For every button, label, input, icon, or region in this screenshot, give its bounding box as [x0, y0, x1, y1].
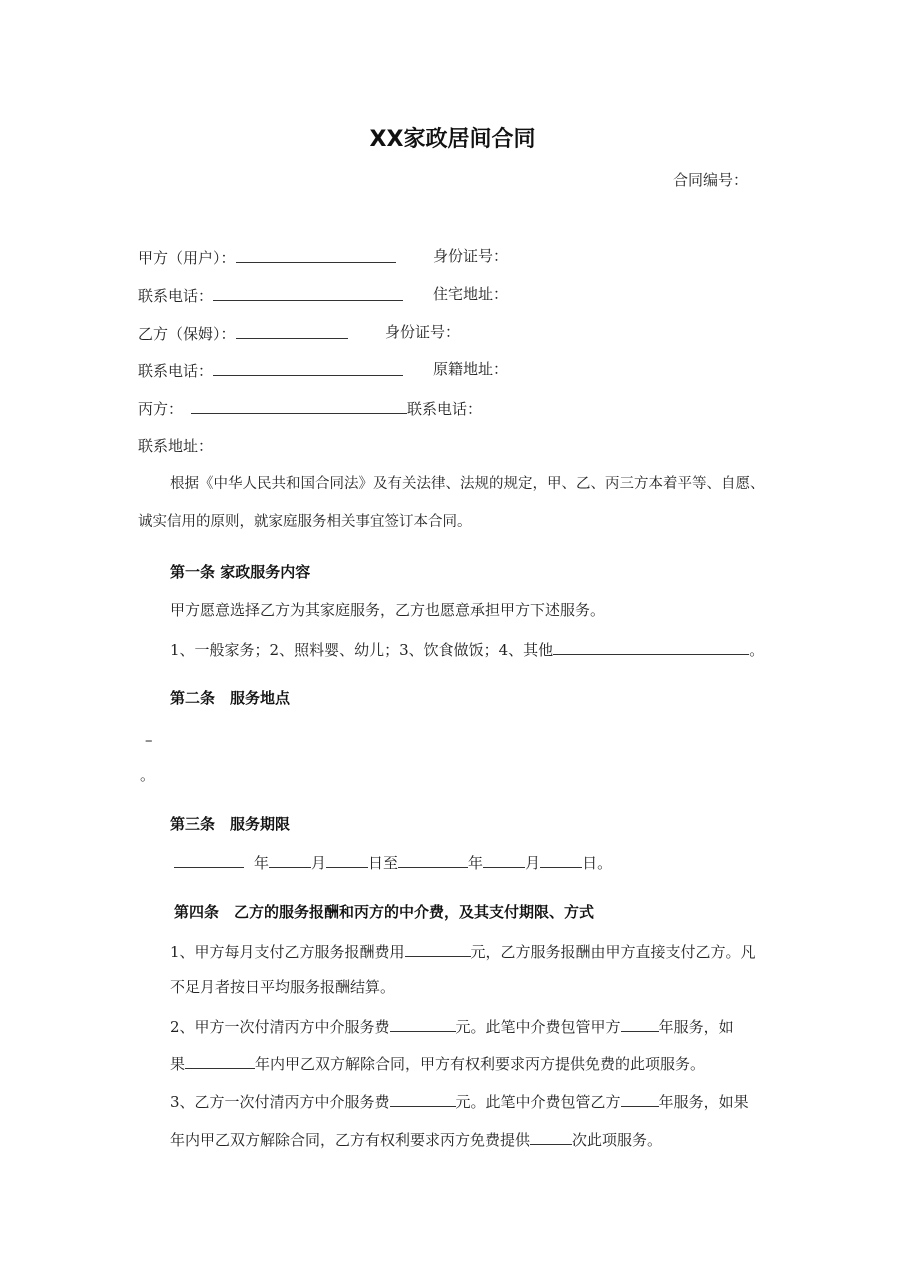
- document-title: XX家政居间合同: [369, 127, 536, 152]
- article-1-line-2: [170, 638, 764, 660]
- party-a-label: 甲方（用户）：: [138, 249, 236, 267]
- party-b-phone-label: 联系电话：: [138, 362, 214, 380]
- party-a-row: [138, 246, 396, 268]
- party-a-years-blank: [621, 1015, 659, 1032]
- party-c-phone-label: 联系电话：: [407, 400, 483, 418]
- start-month-blank: [269, 851, 311, 868]
- article-4-p3-line-1: [170, 1090, 749, 1112]
- article-2-heading: 第二条 服务地点: [170, 689, 291, 707]
- article-4-p2-line-2: [170, 1052, 705, 1074]
- article-2-dash: –: [145, 731, 153, 749]
- monthly-fee-text-2: 元，乙方服务报酬由甲方直接支付乙方。凡: [470, 943, 756, 961]
- free-service-text: 次此项服务。: [572, 1131, 663, 1149]
- article-1-period: 。: [749, 641, 765, 659]
- party-b-id-label: 身份证号：: [385, 323, 461, 341]
- party-c-row: [138, 397, 482, 419]
- party-b-row: [138, 322, 348, 344]
- party-a-cancel-text: 年内甲乙双方解除合同，甲方有权利要求丙方提供免费的此项服务。: [255, 1055, 706, 1073]
- party-c-label: 丙方：: [138, 400, 184, 418]
- article-1-services-text: 1、一般家务；2、照料婴、幼儿；3、饮食做饭；4、其他: [170, 641, 554, 659]
- party-b-phone-row: [138, 359, 403, 381]
- party-b-cancel-text: 年内甲乙双方解除合同，乙方有权利要求丙方免费提供: [170, 1131, 531, 1149]
- start-year-blank: [174, 851, 244, 868]
- start-year-label: 年: [254, 854, 270, 872]
- intro-line-1: 根据《中华人民共和国合同法》及有关法律、法规的规定，甲、乙、丙三方本着平等、自愿、: [170, 476, 765, 492]
- article-4-p2-line-1: [170, 1015, 734, 1037]
- party-b-blank: [236, 322, 348, 339]
- article-4-p1-line-2: 不足月者按日平均服务报酬结算。: [170, 978, 396, 996]
- end-month-label: 月: [525, 854, 541, 872]
- party-a-service-text: 年服务，如: [658, 1018, 734, 1036]
- party-a-id-label: 身份证号：: [433, 247, 509, 265]
- end-day-blank: [540, 851, 582, 868]
- start-day-blank: [326, 851, 368, 868]
- party-a-agency-fee-text: 2、甲方一次付清丙方中介服务费: [170, 1018, 390, 1036]
- end-day-label: 日。: [582, 854, 613, 872]
- party-a-cancel-years-blank: [185, 1052, 255, 1069]
- article-3-period-line: [174, 851, 612, 873]
- party-b-guarantee-text: 元。此笔中介费包管乙方: [455, 1093, 621, 1111]
- party-a-blank: [236, 246, 396, 263]
- contract-number-label: 合同编号：: [673, 171, 749, 189]
- party-b-service-text: 年服务，如果: [658, 1093, 749, 1111]
- article-2-period: 。: [140, 766, 156, 784]
- free-service-count-blank: [530, 1128, 572, 1145]
- end-year-blank: [398, 851, 468, 868]
- end-year-label: 年: [468, 854, 484, 872]
- party-b-phone-blank: [213, 359, 403, 376]
- party-b-agency-fee-blank: [390, 1090, 456, 1107]
- party-a-agency-fee-blank: [390, 1015, 456, 1032]
- end-month-blank: [483, 851, 525, 868]
- article-4-p1-line-1: [170, 940, 756, 962]
- party-a-phone-blank: [213, 284, 403, 301]
- party-c-blank: [191, 397, 407, 414]
- party-a-phone-row: [138, 284, 403, 306]
- article-1-other-blank: [553, 638, 749, 655]
- monthly-fee-text: 1、甲方每月支付乙方服务报酬费用: [170, 943, 405, 961]
- article-4-heading: 第四条 乙方的服务报酬和丙方的中介费，及其支付期限、方式: [174, 903, 595, 921]
- article-4-p3-line-2: [170, 1128, 662, 1150]
- start-month-label: 月: [311, 854, 327, 872]
- day-to-label: 日至: [368, 854, 399, 872]
- party-b-origin-label: 原籍地址：: [433, 360, 509, 378]
- party-a-address-label: 住宅地址：: [433, 285, 509, 303]
- party-b-label: 乙方（保姆）：: [138, 325, 236, 343]
- party-a-guarantee-text: 元。此笔中介费包管甲方: [455, 1018, 621, 1036]
- party-b-years-blank: [621, 1090, 659, 1107]
- monthly-fee-blank: [405, 940, 471, 957]
- party-b-agency-fee-text: 3、乙方一次付清丙方中介服务费: [170, 1093, 390, 1111]
- article-1-heading: 第一条 家政服务内容: [170, 563, 311, 581]
- party-c-address-label: 联系地址：: [138, 437, 214, 455]
- intro-line-2: 诚实信用的原则，就家庭服务相关事宜签订本合同。: [138, 514, 472, 530]
- article-1-line-1: 甲方愿意选择乙方为其家庭服务，乙方也愿意承担甲方下述服务。: [170, 601, 606, 619]
- article-3-heading: 第三条 服务期限: [170, 815, 291, 833]
- party-a-phone-label: 联系电话：: [138, 287, 214, 305]
- if-text: 果: [170, 1055, 186, 1073]
